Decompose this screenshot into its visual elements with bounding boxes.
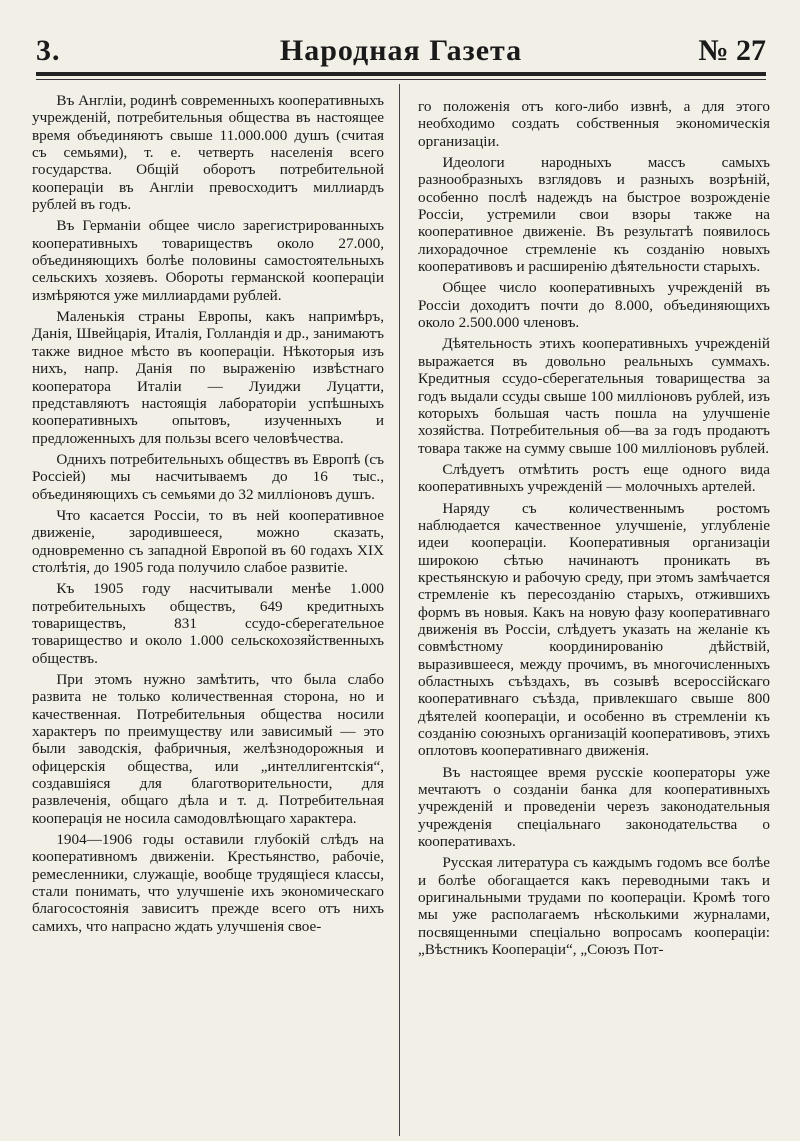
paragraph-continued: го положенія отъ кого-либо извнѣ, а для этого необходимо создать собственныя экономическія организаціи. [418, 98, 770, 150]
paragraph: Въ Англіи, родинѣ современныхъ кооперативныхъ учрежденій, потребительныя общества въ настоящее время объединяютъ свыше 11.000.000 душъ (считая съ семьями), т. е. четверть населенія всего государства. Общій оборотъ потребительной коопераціи въ Англіи превосходитъ миллиардъ рублей въ годъ. [32, 92, 384, 214]
paragraph: Слѣдуетъ отмѣтить ростъ еще одного вида кооперативныхъ учрежденій — молочныхъ артелей. [418, 460, 770, 496]
paragraph: Русская литература съ каждымъ годомъ все болѣе и болѣе обогащается какъ переводными такъ и оригинальными трудами по коопераціи. Кромѣ того мы уже располагаемъ нѣсколькими журналами, посвященными спеціально вопросамъ коопераціи: „Вѣстникъ Коопераціи“, „Союзъ Пот- [418, 854, 770, 959]
paragraph: Къ 1905 году насчитывали менѣе 1.000 потребительныхъ обществъ, 649 кредитныхъ товариществъ, 831 ссудо-сберегательное товарищество и около 1.000 сельскохозяйственныхъ обществъ. [32, 580, 384, 667]
paragraph: Однихъ потребительныхъ обществъ въ Европѣ (съ Россіей) мы насчитываемъ до 16 тыс., объединяющихъ съ семьями до 32 милліоновъ душъ. [32, 450, 384, 503]
paragraph: Наряду съ количественнымъ ростомъ наблюдается качественное улучшеніе, углубленіе идеи коопераціи. Кооперативныя организаціи широкою сѣтью начинаютъ проникать въ крестьянскую и рабочую среду, при этомъ замѣчается стремленіе къ пересозданію старыхъ, отжившихъ формъ въ новыя. Какъ на новую фазу кооперативнаго движенія въ Россіи, слѣдуетъ указать на желаніе къ совмѣстному координированію дѣйствій, выразившееся, между прочимъ, въ многочисленныхъ областныхъ съѣздахъ, въ созывѣ всероссійскаго кооперативнаго съѣзда, привлекшаго свыше 800 дѣятелей коопераціи, и особенно въ стремленіи къ созданію союзныхъ организацій кооперативовъ, этихъ оплотовъ кооперативнаго движенія. [418, 499, 770, 760]
paragraph: Общее число кооперативныхъ учрежденій въ Россіи доходитъ почти до 8.000, объединяющихъ около 2.500.000 членовъ. [418, 279, 770, 332]
newspaper-title: Народная Газета [279, 34, 523, 67]
paragraph: Дѣятельность этихъ кооперативныхъ учрежденій выражается въ довольно реальныхъ суммахъ. Кредитныя ссудо-сберегательныя товарищества за годъ выдали ссуды свыше 100 милліоновъ рублей, изъ которыхъ большая часть пошла на улучшеніе хозяйства. Потребительныя об—ва за годъ продаютъ товара также на сумму свыше 100 милліоновъ рублей. [418, 335, 770, 457]
left-column [32, 92, 384, 939]
paragraph: Въ Германіи общее число зарегистрированныхъ кооперативныхъ товариществъ около 27.000, объединяющихъ болѣе половины самостоятельныхъ сельскихъ хозяевъ. Обороты германской коопераціи измѣряются уже миллиардами рублей. [32, 217, 384, 304]
page-header [36, 26, 766, 72]
header-rule-thin [36, 79, 766, 80]
paragraph: Маленькія страны Европы, какъ напримѣръ, Данія, Швейцарія, Италія, Голландія и др., занимаютъ также видное мѣсто въ коопераціи. Нѣкоторыя изъ нихъ, напр. Данія по выраженію извѣстнаго кооператора Италіи — Луиджи Луцатти, представляютъ настоящія лабораторіи успѣшныхъ кооперативныхъ опытовъ, изученныхъ и предложенныхъ для пользы всего человѣчества. [32, 308, 384, 447]
paragraph: При этомъ нужно замѣтить, что была слабо развита не только количественная сторона, но и качественная. Потребительныя общества носили характеръ по преимуществу или зависимый — это были заводскія, фабричныя, желѣзнодорожныя и офицерскія общества, или „интеллигентскія“, создавшіяся для благотворительности, для развлеченія, общаго дѣла и т. д. Потребительная кооперація не носила самодовлѣющаго характера. [32, 671, 384, 827]
right-column [418, 98, 770, 963]
paragraph: Въ настоящее время русскіе кооператоры уже мечтаютъ о созданіи банка для кооперативныхъ учрежденій и проведеніи черезъ законодательныя учрежденія спеціальнаго законодательства о кооперативахъ. [418, 763, 770, 851]
page-number: 3. [36, 34, 61, 67]
column-divider [399, 84, 400, 1136]
paragraph: Что касается Россіи, то въ ней кооперативное движеніе, зародившееся, можно сказать, одновременно съ западной Европой въ 60 годахъ XIX столѣтія, до 1905 года получило слабое развитіе. [32, 506, 384, 576]
header-rule-thick [36, 72, 766, 76]
paragraph: Идеологи народныхъ массъ самыхъ разнообразныхъ взглядовъ и разныхъ возрѣній, особенно послѣ надеждъ на быстрое возрожденіе Россіи, устремили свои взоры также на кооперативное движеніе. Въ результатѣ появилось лихорадочное стремленіе къ созданію новыхъ кооперативовъ и расширенію дѣятельности старыхъ. [418, 154, 770, 276]
paragraph: 1904—1906 годы оставили глубокій слѣдъ на кооперативномъ движеніи. Крестьянство, рабочіе, ремесленники, служащіе, вообще трудящіеся классы, стали понимать, что улучшеніе ихъ экономическаго благосостоянія зависитъ прежде всего отъ нихъ самихъ, что напрасно ждать улучшенія свое- [32, 831, 384, 935]
issue-number: № 27 [698, 34, 766, 67]
